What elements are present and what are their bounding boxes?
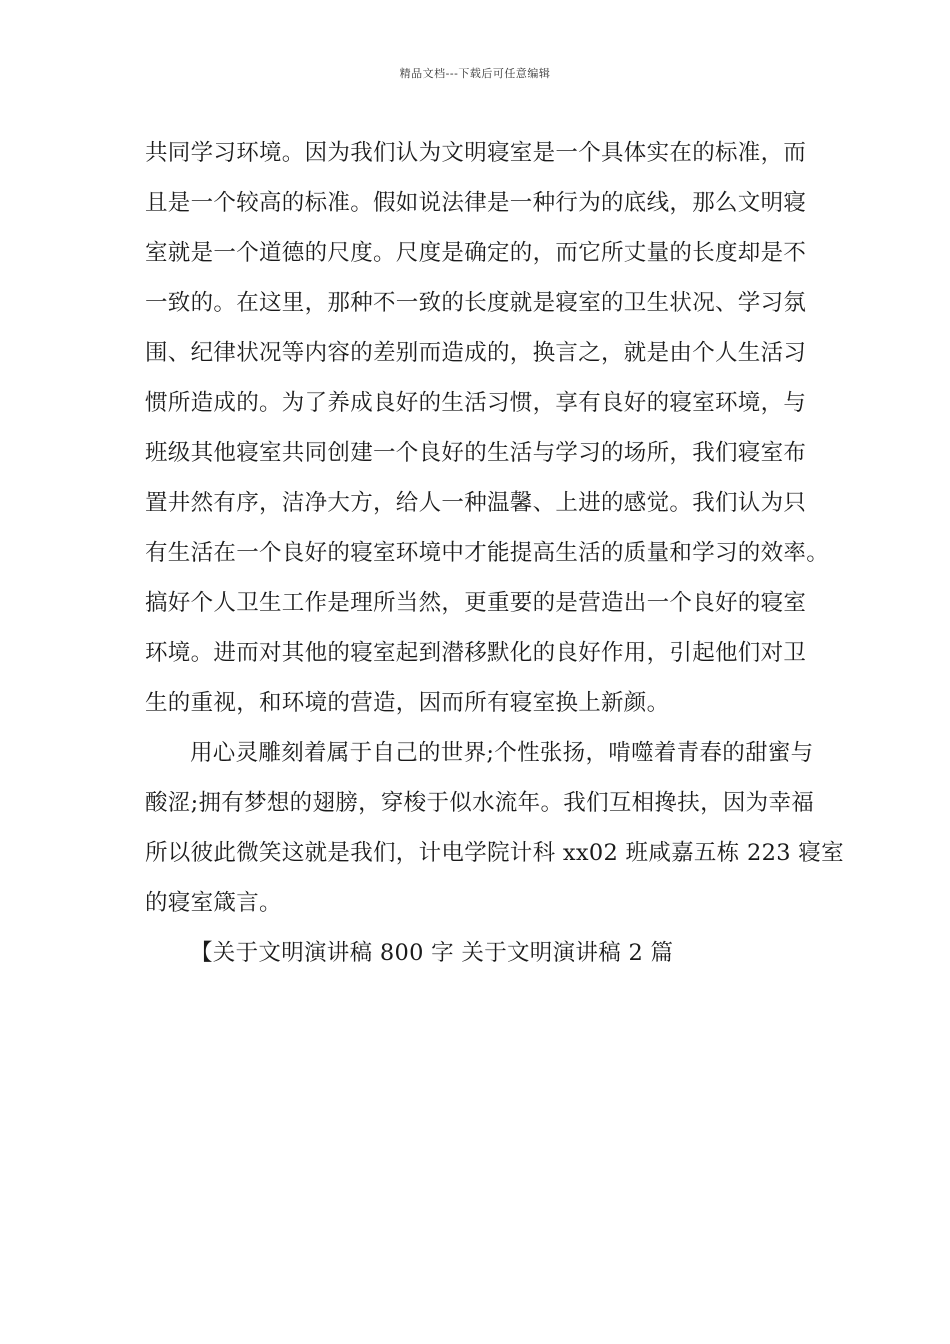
text-line: 惯所造成的。为了养成良好的生活习惯，享有良好的寝室环境，与 <box>145 390 807 416</box>
text-line: 一致的。在这里，那种不一致的长度就是寝室的卫生状况、学习氛 <box>145 290 807 316</box>
text-line: 且是一个较高的标准。假如说法律是一种行为的底线，那么文明寝 <box>145 190 807 216</box>
text-line: 的寝室箴言。 <box>145 890 282 916</box>
page-header: 精品文档---下载后可任意编辑 <box>399 67 551 80</box>
text-line: 有生活在一个良好的寝室环境中才能提高生活的质量和学习的效率。 <box>145 540 830 566</box>
text-line: 班级其他寝室共同创建一个良好的生活与学习的场所，我们寝室布 <box>145 440 807 466</box>
text-line: 搞好个人卫生工作是理所当然，更重要的是营造出一个良好的寝室 <box>145 590 807 616</box>
text-line: 【关于文明演讲稿 800 字 关于文明演讲稿 2 篇 <box>190 940 674 966</box>
text-line: 所以彼此微笑这就是我们，计电学院计科 xx02 班咸嘉五栋 223 寝室 <box>145 840 844 866</box>
paragraph-1 <box>145 134 830 734</box>
text-line: 环境。进而对其他的寝室起到潜移默化的良好作用，引起他们对卫 <box>145 640 807 666</box>
document-body <box>145 134 844 984</box>
text-line: 围、纪律状况等内容的差别而造成的，换言之，就是由个人生活习 <box>145 340 807 366</box>
text-line: 室就是一个道德的尺度。尺度是确定的，而它所丈量的长度却是不 <box>145 240 807 266</box>
text-line: 酸涩;拥有梦想的翅膀，穿梭于似水流年。我们互相搀扶，因为幸福 <box>145 790 815 816</box>
text-line: 用心灵雕刻着属于自己的世界;个性张扬，啃噬着青春的甜蜜与 <box>190 740 814 766</box>
text-line: 置井然有序，洁净大方，给人一种温馨、上进的感觉。我们认为只 <box>145 490 807 516</box>
paragraph-3 <box>145 934 815 984</box>
text-line: 生的重视，和环境的营造，因而所有寝室换上新颜。 <box>145 690 670 716</box>
paragraph-2 <box>145 734 844 934</box>
text-line: 共同学习环境。因为我们认为文明寝室是一个具体实在的标准，而 <box>145 140 807 166</box>
